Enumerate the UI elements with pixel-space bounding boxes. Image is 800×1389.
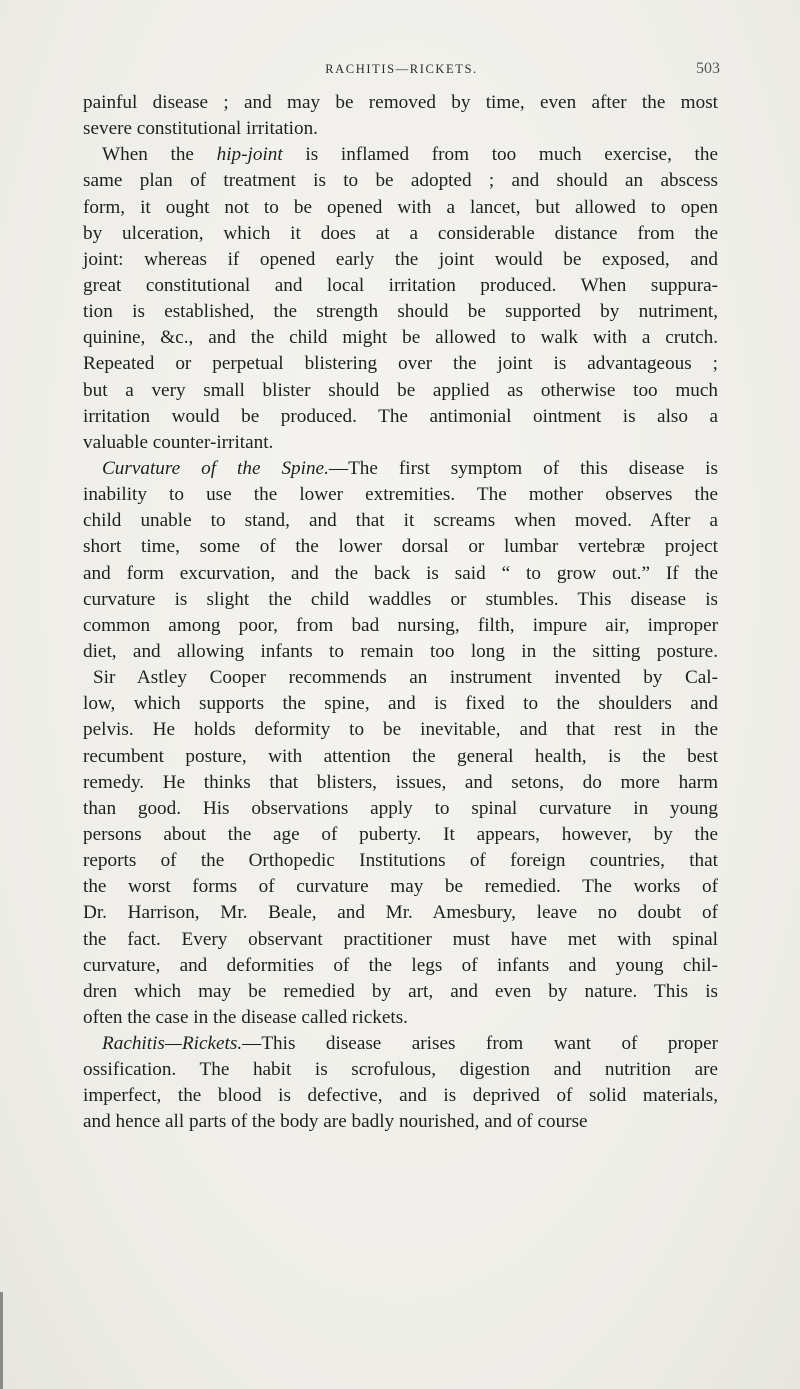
text-line: inability to use the lower extremities. The mother observes the — [83, 484, 718, 506]
text-line: curvature is slight the child waddles or stumbles. This disease is — [83, 588, 718, 610]
text-span: When the — [102, 144, 217, 166]
text-line: valuable counter-irritant. — [83, 431, 274, 453]
running-title: RACHITIS—RICKETS. — [325, 62, 478, 76]
body-text — [83, 90, 718, 1136]
text-line: quinine, &c., and the child might be allowed to walk with a crutch. — [83, 327, 718, 349]
text-line: painful disease ; and may be removed by time, even after the most — [83, 92, 718, 113]
text-span: —This disease arises from want of proper — [242, 1033, 718, 1055]
text-line: persons about the age of puberty. It appears, however, by the — [83, 823, 718, 845]
text-line: reports of the Orthopedic Institutions of foreign countries, that — [83, 850, 718, 872]
scan-edge-mark — [0, 1292, 3, 1389]
text-line: and hence all parts of the body are badly nourished, and of course — [83, 1111, 588, 1133]
text-line: and form excurvation, and the back is said “ to grow out.” If the — [83, 562, 718, 584]
text-line: curvature, and deformities of the legs of infants and young chil- — [83, 954, 718, 976]
text-line: diet, and allowing infants to remain too long in the sitting posture. — [83, 640, 718, 662]
text-line: low, which supports the spine, and is fixed to the shoulders and — [83, 693, 718, 715]
text-span: —The first symptom of this disease is — [328, 457, 718, 479]
italic-heading: Rachitis—Rickets. — [102, 1033, 243, 1055]
text-line: than good. His observations apply to spinal curvature in young — [83, 797, 718, 819]
text-line: recumbent posture, with attention the general health, is the best — [83, 745, 718, 767]
text-line: common among poor, from bad nursing, filth, impure air, improper — [83, 614, 718, 636]
text-line: dren which may be remedied by art, and even by nature. This is — [83, 980, 718, 1002]
text-line: pelvis. He holds deformity to be inevitable, and that rest in the — [83, 719, 718, 741]
text-line: severe constitutional irritation. — [83, 118, 318, 140]
text-line: often the case in the disease called rickets. — [83, 1006, 408, 1028]
text-line — [83, 1031, 718, 1057]
page-number: 503 — [696, 60, 720, 77]
text-line: form, it ought not to be opened with a lancet, but allowed to open — [83, 196, 718, 218]
text-line: by ulceration, which it does at a considerable distance from the — [83, 222, 718, 244]
text-line: Dr. Harrison, Mr. Beale, and Mr. Amesbury, leave no doubt of — [83, 902, 718, 924]
text-line: child unable to stand, and that it screams when moved. After a — [83, 510, 718, 532]
text-line: but a very small blister should be applied as otherwise too much — [83, 379, 718, 401]
text-line: Sir Astley Cooper recommends an instrument invented by Cal- — [93, 667, 718, 689]
text-line: same plan of treatment is to be adopted ; and should an abscess — [83, 170, 718, 192]
text-line: imperfect, the blood is defective, and is deprived of solid materials, — [83, 1085, 718, 1107]
text-line: tion is established, the strength should be supported by nutriment, — [83, 301, 718, 323]
text-line: the worst forms of curvature may be remedied. The works of — [83, 876, 718, 898]
text-line — [83, 456, 718, 482]
running-head — [83, 62, 720, 86]
italic-heading: hip-joint — [216, 144, 283, 166]
text-line: great constitutional and local irritation produced. When suppura- — [83, 274, 718, 296]
text-span: is inflamed from too much exercise, the — [282, 144, 718, 166]
text-line: the fact. Every observant practitioner must have met with spinal — [83, 928, 718, 950]
text-line: short time, some of the lower dorsal or lumbar vertebræ project — [83, 536, 718, 558]
text-line: joint: whereas if opened early the joint would be exposed, and — [83, 248, 718, 270]
italic-heading: Curvature of the Spine. — [102, 457, 329, 479]
text-line: Repeated or perpetual blistering over the joint is advantageous ; — [83, 353, 718, 375]
text-line: ossification. The habit is scrofulous, digestion and nutrition are — [83, 1059, 718, 1081]
text-line: remedy. He thinks that blisters, issues, and setons, do more harm — [83, 771, 718, 793]
text-line — [83, 142, 718, 168]
text-line: irritation would be produced. The antimonial ointment is also a — [83, 405, 718, 427]
